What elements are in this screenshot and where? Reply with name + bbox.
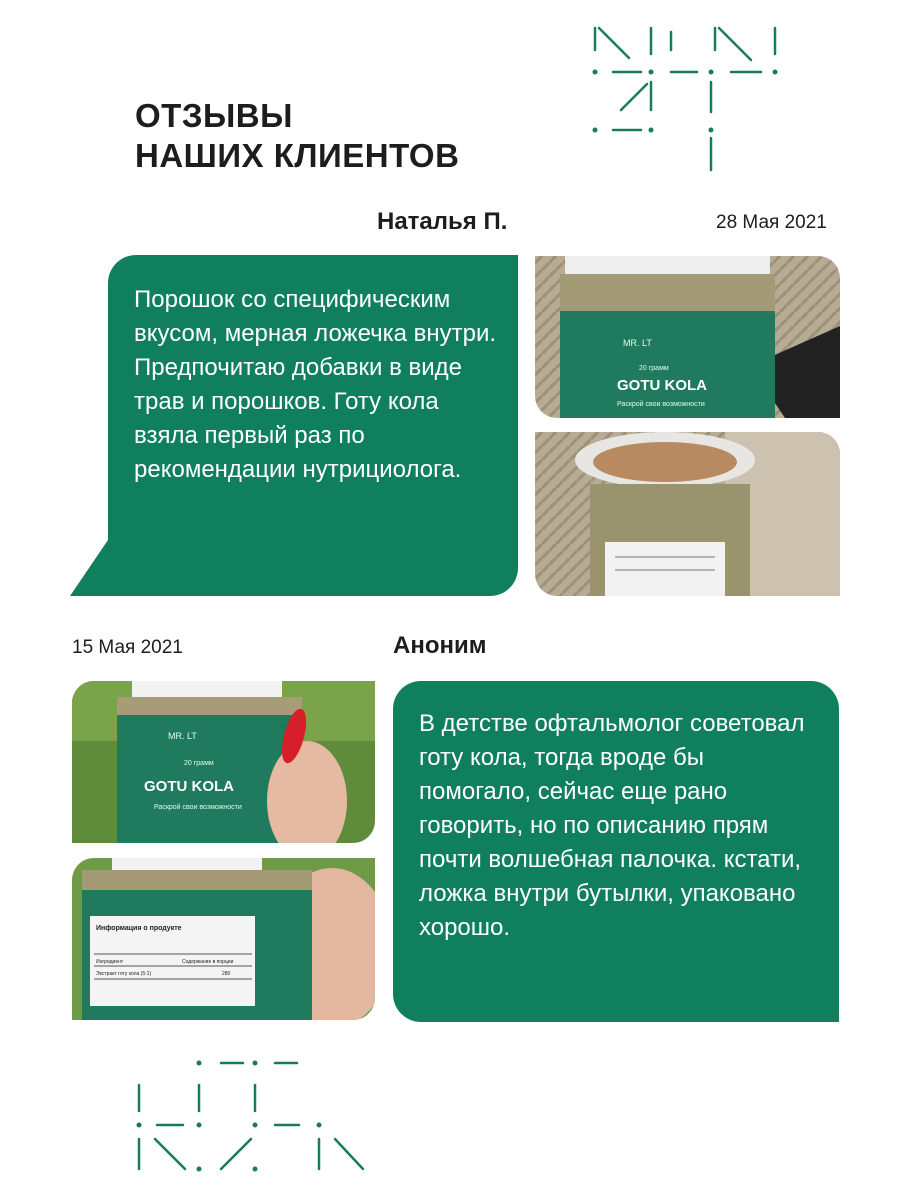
svg-text:MR. LT: MR. LT <box>168 731 197 741</box>
svg-text:GOTU KOLA: GOTU KOLA <box>144 778 234 795</box>
page-title-line2: НАШИХ КЛИЕНТОВ <box>135 137 460 174</box>
review-author-2: Аноним <box>393 632 487 659</box>
label-ingredient-row: Экстракт готу кола (5:1) <box>96 971 152 977</box>
review-author-1: Наталья П. <box>377 208 508 235</box>
label-tagline: Раскрой свои возможности <box>617 401 705 408</box>
review-text-1: Порошок со специфическим вкусом, мерная ложечка внутри. Предпочитаю добавки в виде трав и порошков. Готу кола взяла первый раз по рекомендации нутрициолога. <box>134 286 497 483</box>
review-bubble-2 <box>393 681 839 1022</box>
decorative-pattern-bottom <box>125 1055 375 1185</box>
svg-text:Раскрой свои возможности: Раскрой свои возможности <box>154 804 242 811</box>
svg-text:20 грамм: 20 грамм <box>184 760 214 767</box>
review-bubble-1 <box>108 255 518 596</box>
product-photo-jar-in-hand[interactable] <box>72 681 375 843</box>
label-info-heading: Информация о продукте <box>96 925 182 932</box>
label-ingredient-value: 280 <box>222 971 231 977</box>
label-content-header: Содержание в порции <box>182 959 234 965</box>
review-date-2: 15 Мая 2021 <box>72 637 183 658</box>
decorative-pattern-top <box>585 20 785 180</box>
review-date-1: 28 Мая 2021 <box>716 212 827 233</box>
product-photo-jar-on-table[interactable] <box>535 256 840 418</box>
review-text-2: В детстве офтальмолог советовал готу кола, тогда вроде бы помогало, сейчас еще рано говорить, но по описанию прям почти волшебная палочка. кстати, ложка внутри бутылки, упаковано хорошо. <box>419 710 805 941</box>
page-title-line1: ОТЗЫВЫ <box>135 97 293 134</box>
page-title <box>135 96 459 176</box>
product-photo-label-back[interactable] <box>72 858 375 1020</box>
label-weight: 20 грамм <box>639 365 669 372</box>
label-brand: MR. LT <box>623 338 652 348</box>
label-ingredient-header: Ингредиент <box>96 959 124 965</box>
label-product-name: GOTU KOLA <box>617 377 707 394</box>
product-photo-open-jar[interactable] <box>535 432 840 596</box>
